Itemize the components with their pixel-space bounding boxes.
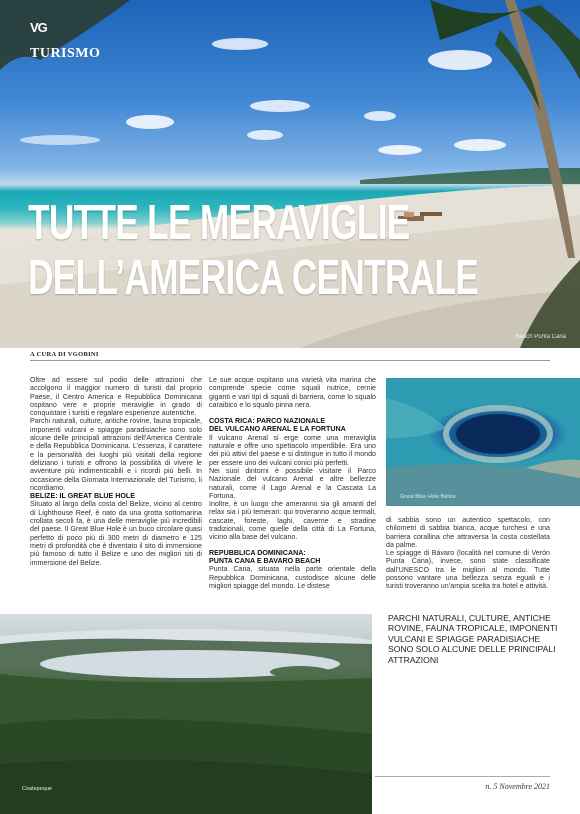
blue-hole-scene (386, 378, 580, 506)
costarica-heading-line-1: COSTA RICA: PARCO NAZIONALE (209, 417, 326, 426)
section-label: TURISMO (30, 46, 101, 61)
column-3 (386, 516, 550, 591)
costarica-paragraph-2: Nei suoi dintorni è possibile visitare il Parco Nazionale del vulcano Arenal e altre bellezze naturali, come il Lago Arenal e la Cascata La Fortuna. (209, 466, 376, 500)
magazine-logo: VG (30, 20, 47, 35)
lake-photo (0, 614, 372, 814)
issue-number: n. 5 Novembre 2021 (485, 782, 550, 791)
intro-paragraph: Oltre ad essere sul podio delle attrazioni che accolgono il maggior numero di turisti dal proprio Paese, il Centro America e Repubblica Dominicana ospitano vere e proprie meraviglie in grado di conquistare i turisti e regalare esperienze autentiche. (30, 376, 202, 418)
dominicana-heading-line-2: PUNTA CANA E BAVARO BEACH (209, 556, 321, 565)
title-line-2: DELL’AMERICA CENTRALE (28, 251, 479, 305)
hero-photo-caption: Beach Punta Cana (515, 334, 566, 340)
belize-paragraph: Situato al largo della costa del Belize, vicino al centro di Lighthouse Reef, è nato da una grotta sottomarina crollata secoli fa, è una delle meraviglie più incredibili del paese. Il Great Blue Hole è un buco circolare quasi perfetto di poco più di 300 metri di diametro e 125 metri di profondità che è diventato il sito di immersione più famoso di tutto il Belize e uno dei migliori siti di immersione del Belize. (30, 500, 202, 567)
column-2 (209, 376, 376, 590)
article-title (28, 196, 478, 306)
dominicana-paragraph: Punta Cana, situata nella parte orientale della Repubblica Dominicana, custodisce alcune delle migliori spiagge del mondo. Le distese (209, 565, 376, 590)
costarica-paragraph-3: Inoltre, è un luogo che ameranno sia gli amanti del relax sia i più temerari: qui troveranno acque termali, cascate, foreste, laghi, caverne e stradine tradizionali, come quelle della città di La Fortuna, vicino alla base del vulcano. (209, 500, 376, 542)
dominicana-heading-line-1: REPUBBLICA DOMINICANA: (209, 548, 306, 557)
lake-scene (0, 614, 372, 814)
belize-heading: BELIZE: IL GREAT BLUE HOLE (30, 492, 135, 501)
bavaro-paragraph: Le spiagge di Bávaro (località nel comune di Verón Punta Cana), invece, sono state classificate dall’UNESCO tra le migliori al mondo. Tutte possono vantare una bellezza senza eguali e i turisti troveranno un’ampia scelta tra hotel e attività. (386, 549, 550, 591)
byline-divider (30, 360, 550, 361)
hero-photo (0, 0, 580, 348)
footer-divider (375, 776, 550, 777)
beach-paragraph: di sabbia sono un autentico spettacolo, con chilometri di sabbia bianca, acque turchesi e una barriera corallina che attraversa la costa costellata da palme. (386, 516, 550, 549)
paragraph-attractions: Parchi naturali, culture, antiche rovine, fauna tropicale, imponenti vulcani e spiagge paradisiache sono solo alcune delle principali attrazioni dell’America Centrale e della Repubblica Dominicana. L’essenza, il carattere e la personalità dei luoghi più visitati della regione deliziano i turisti e offrono la possibilità di vivere le avventure più indimenticabili e i ricordi più belli. In occasione della Giornata Internazionale del Turismo, li ricordiamo. (30, 417, 202, 492)
pull-quote: PARCHI NATURALI, CULTURE, ANTICHE ROVINE, FAUNA TROPICALE, IMPONENTI VULCANI E SPIAGGE PARADISIACHE SONO SOLO ALCUNE DELLE PRINCIPALI ATTRAZIONI (388, 613, 558, 665)
blue-hole-caption: Great Blue Hole Belize (400, 494, 456, 500)
lake-caption: Coatepeque (22, 786, 52, 792)
costarica-paragraph-1: Il vulcano Arenal si erge come una meraviglia naturale e offre uno spettacolo imperdibile. Era uno dei più attivi del paese e si distingue in tutto il mondo per essere uno dei vulcani conici più perfetti. (209, 433, 376, 467)
byline: A CURA DI VGOBINI (30, 351, 99, 358)
marine-life-paragraph: Le sue acque ospitano una varietà vita marina che comprende specie come squali nutrice, cernie giganti e vari tipi di squali di barriera, come lo squalo caraibico e lo squalo pinna nera. (209, 376, 376, 409)
title-line-1: TUTTE LE MERAVIGLIE (28, 196, 410, 250)
column-1 (30, 376, 202, 567)
blue-hole-photo (386, 378, 580, 506)
costarica-heading-line-2: DEL VULCANO ARENAL E LA FORTUNA (209, 425, 346, 434)
